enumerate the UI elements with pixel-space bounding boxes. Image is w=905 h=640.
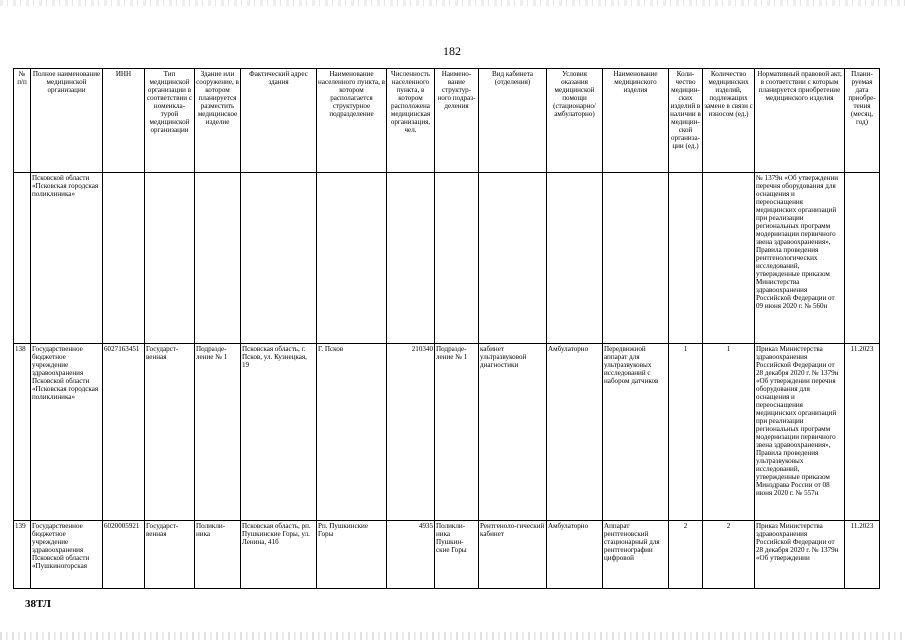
- header-device: Наименование медицинского изделия: [603, 69, 669, 173]
- cell-conditions: Амбулаторно: [547, 521, 603, 589]
- cell-unit: Подразде-ление № 1: [435, 344, 479, 521]
- header-population: Численность населенного пункта, в котором расположена медицинская организация, чел.: [387, 69, 435, 173]
- equipment-table: [13, 68, 880, 589]
- cell-date: [845, 173, 880, 344]
- cell-device: Передвижной аппарат для ультразвуковых исследований с набором датчиков: [603, 344, 669, 521]
- cell-act: № 1379н «Об утверждении перечня оборудования для оснащения и переоснащения медицинских организаций при реализации региональных программ модернизации первичного звена здравоохранения», Правила проведения рентгенологических исследований, утвержденные приказом Министерства здравоохранения Российской Федерации от 09 июня 2020 г. № 560н: [755, 173, 845, 344]
- header-conditions: Условия оказания медицинской помощи (стационарно/ амбулаторно): [547, 69, 603, 173]
- cell-qty-replace: [703, 173, 755, 344]
- cell-qty-available: [669, 173, 703, 344]
- footer-code: 38ТЛ: [25, 598, 51, 610]
- cell-cabinet: Рентгеноло-гический кабинет: [479, 521, 547, 589]
- header-row: [14, 69, 880, 173]
- cell-num: 139: [14, 521, 31, 589]
- cell-cabinet: [479, 173, 547, 344]
- cell-org: Государственное бюджетное учреждение здравоохранения Псковской области «Пушкиногорская: [31, 521, 103, 589]
- table-row: [14, 173, 880, 344]
- header-date: Плани-руемая дата приобре-тения (месяц, год): [845, 69, 880, 173]
- header-act: Нормативный правовой акт, в соответствии с которым планируется приобретение медицинского изделия: [755, 69, 845, 173]
- cell-qty-replace: 2: [703, 521, 755, 589]
- cell-num: 138: [14, 344, 31, 521]
- cell-population: 4935: [387, 521, 435, 589]
- cell-device: [603, 173, 669, 344]
- table-row: [14, 521, 880, 589]
- header-type: Тип медицинской организации в соответствии с номенкла-турой медицинской организации: [145, 69, 195, 173]
- cell-type: [145, 173, 195, 344]
- header-num: № п/п: [14, 69, 31, 173]
- cell-qty-available: 2: [669, 521, 703, 589]
- cell-locality: Рп. Пушкинские Горы: [317, 521, 387, 589]
- header-cabinet: Вид кабинета (отделения): [479, 69, 547, 173]
- cell-building: [195, 173, 241, 344]
- cell-date: 11.2023: [845, 344, 880, 521]
- cell-cabinet: кабинет ультразвуковой диагностики: [479, 344, 547, 521]
- cell-num: [14, 173, 31, 344]
- cell-locality: Г. Псков: [317, 344, 387, 521]
- header-locality: Наименование населенного пункта, в котором располагается структурное подразделение: [317, 69, 387, 173]
- cell-address: Псковская область, г. Псков, ул. Кузнецкая, 19: [241, 344, 317, 521]
- cell-org: Государственное бюджетное учреждение здравоохранения Псковской области «Псковская городская поликлиника»: [31, 344, 103, 521]
- cell-address: Псковская область, рп. Пушкинские Горы, ул. Ленина, 41б: [241, 521, 317, 589]
- header-org: Полное наименование медицинской организации: [31, 69, 103, 173]
- scan-bottom-edge: [0, 632, 905, 640]
- cell-conditions: [547, 173, 603, 344]
- header-qty-replace: Количество медицинских изделий, подлежащих замене в связи с износом (ед.): [703, 69, 755, 173]
- cell-inn: 6027163451: [103, 344, 145, 521]
- cell-inn: 6020005921: [103, 521, 145, 589]
- cell-conditions: Амбулаторно: [547, 344, 603, 521]
- cell-device: Аппарат рентгеновский стационарный для рентгенографии цифровой: [603, 521, 669, 589]
- header-qty-available: Коли-чество медицин-ских изделий в наличии в медицин-ской организа-ции (ед.): [669, 69, 703, 173]
- cell-address: [241, 173, 317, 344]
- cell-unit: Поликли-ника Пушкин-ские Горы: [435, 521, 479, 589]
- cell-qty-available: 1: [669, 344, 703, 521]
- cell-building: Поликли-ника: [195, 521, 241, 589]
- header-inn: ИНН: [103, 69, 145, 173]
- cell-act: Приказ Министерства здравоохранения Российской Федерации от 28 декабря 2020 г. № 1379н «Об утверждении перечня оборудования для оснащения и переоснащения медицинских организаций при реализации региональных программ модернизации первичного звена здравоохранения», Правила проведения ультразвуковых исследований, утвержденные приказом Минздрава России от 08 июня 2020 г. № 557н: [755, 344, 845, 521]
- header-unit: Наимено-вание структур-ного подраз-деления: [435, 69, 479, 173]
- cell-type: Государст-венная: [145, 344, 195, 521]
- cell-population: [387, 173, 435, 344]
- page-number: 182: [443, 44, 461, 58]
- cell-building: Подразде-ление № 1: [195, 344, 241, 521]
- cell-inn: [103, 173, 145, 344]
- scan-top-edge: [0, 0, 905, 6]
- cell-unit: [435, 173, 479, 344]
- cell-qty-replace: 1: [703, 344, 755, 521]
- header-address: Фактический адрес здания: [241, 69, 317, 173]
- cell-population: 210340: [387, 344, 435, 521]
- cell-act: Приказ Министерства здравоохранения Российской Федерации от 28 декабря 2020 г. № 1379н «Об утверждении: [755, 521, 845, 589]
- cell-type: Государст-венная: [145, 521, 195, 589]
- cell-date: 11.2023: [845, 521, 880, 589]
- cell-locality: [317, 173, 387, 344]
- header-building: Здание или сооружение, в котором планируется разместить медицинское изделие: [195, 69, 241, 173]
- table-row: [14, 344, 880, 521]
- cell-org: Псковской области «Псковская городская поликлиника»: [31, 173, 103, 344]
